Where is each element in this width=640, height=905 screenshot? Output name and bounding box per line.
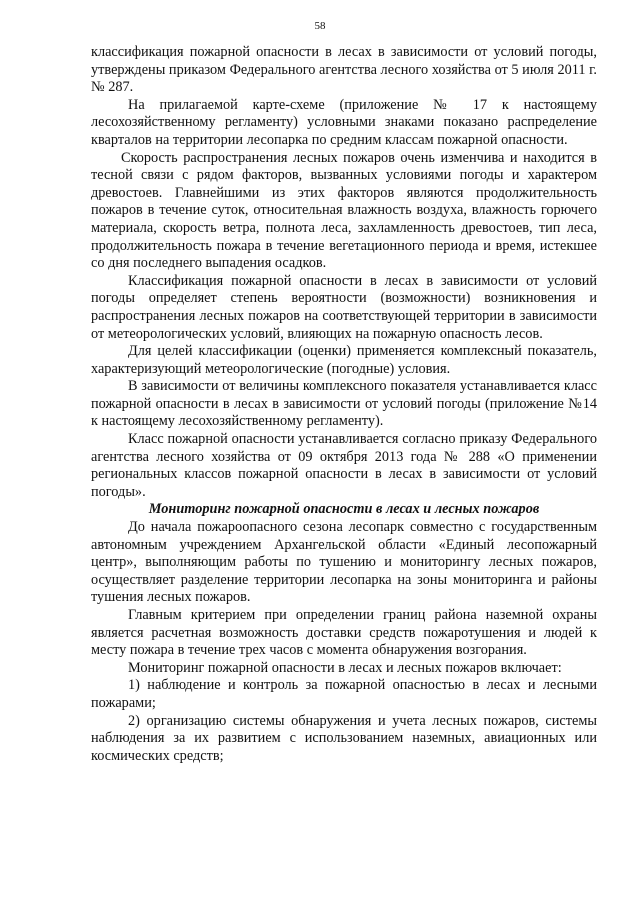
paragraph: Для целей классификации (оценки) применяется комплексный показатель, характеризующий метеорологические (погодные) условия. — [91, 343, 597, 377]
list-item: 2) организацию системы обнаружения и учета лесных пожаров, системы наблюдения за их развитием с использованием наземных, авиационных или космических средств; — [91, 712, 597, 764]
paragraph: Скорость распространения лесных пожаров очень изменчива и находится в тесной связи с рядом факторов, вызванных условиями погоды и характером древостоев. Главнейшими из этих факторов являются продолжительность пожаров в течение суток, относительная влажность воздуха, влажность горючего материала, скорость ветра, полнота леса, захламленность древостоев, тип леса, продолжительность пожара в течение вегетационного периода и время, истекшее со дня последнего выпадения осадков. — [91, 149, 597, 272]
page-number: 58 — [314, 20, 326, 32]
document-body — [91, 44, 597, 765]
paragraph: В зависимости от величины комплексного показателя устанавливается класс пожарной опасности в лесах в зависимости от условий погоды (приложение №14 к настоящему лесохозяйственному регламенту). — [91, 378, 597, 430]
paragraph: Класс пожарной опасности устанавливается согласно приказу Федерального агентства лесного хозяйства от 09 октября 2013 года № 288 «О применении региональных классов пожарной опасности в лесах в зависимости от условий погоды». — [91, 431, 597, 500]
section-heading: Мониторинг пожарной опасности в лесах и лесных пожаров — [148, 501, 540, 518]
paragraph: классификация пожарной опасности в лесах в зависимости от условий погоды, утверждены приказом Федерального агентства лесного хозяйства от 5 июля 2011 г. № 287. — [91, 44, 597, 96]
list-item: 1) наблюдение и контроль за пожарной опасностью в лесах и лесными пожарами; — [91, 677, 597, 711]
paragraph: На прилагаемой карте-схеме (приложение № 17 к настоящему лесохозяйственному регламенту) условными знаками показано распределение кварталов на территории лесопарка по средним классам пожарной опасности. — [91, 96, 597, 148]
paragraph: Главным критерием при определении границ района наземной охраны является расчетная возможность доставки средств пожаротушения и людей к месту пожара в течение трех часов с момента обнаружения возгорания. — [91, 607, 597, 659]
paragraph: До начала пожароопасного сезона лесопарк совместно с государственным автономным учреждением Архангельской области «Единый лесопожарный центр», выполняющим работы по тушению и мониторингу лесных пожаров, осуществляет разделение территории лесопарка на зоны мониторинга и районы тушения лесных пожаров. — [91, 519, 597, 606]
paragraph: Классификация пожарной опасности в лесах в зависимости от условий погоды определяет степень вероятности (возможности) возникновения и распространения лесных пожаров на соответствующей территории в зависимости от метеорологических условий, влияющих на пожарную опасность лесов. — [91, 272, 597, 342]
paragraph: Мониторинг пожарной опасности в лесах и лесных пожаров включает: — [128, 659, 562, 676]
